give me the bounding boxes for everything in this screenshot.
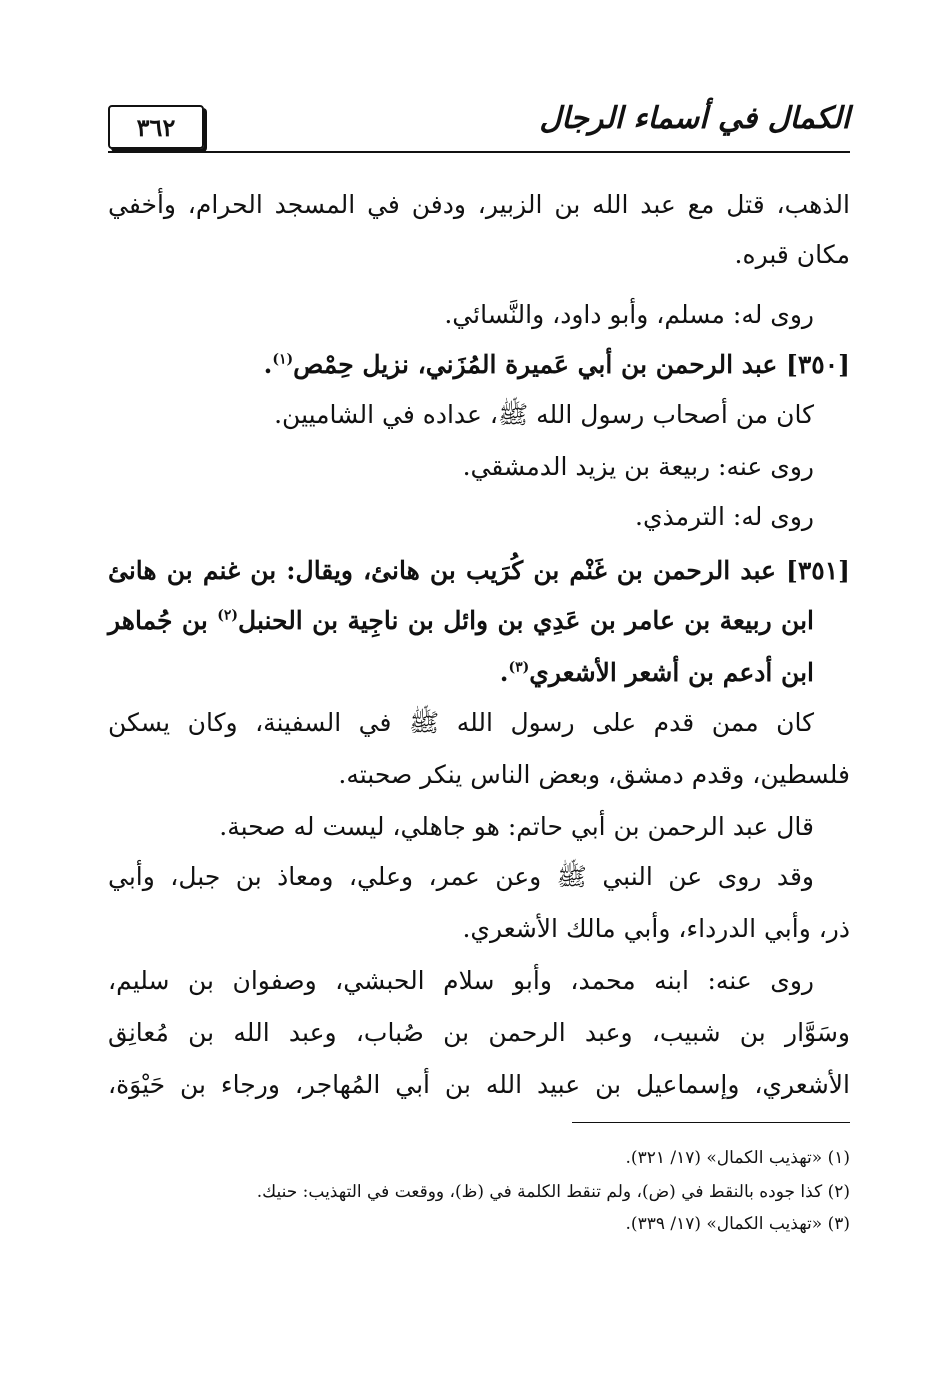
book-title: الكمال في أسماء الرجال: [539, 101, 850, 136]
entry-heading-351: [٣٥١] عبد الرحمن بن غَنْم بن كُرَيب بن هانئ، ويقال: بن غنم بن هانئ: [108, 556, 850, 585]
entry-heading-continued: [108, 596, 814, 646]
text-line: روى عنه: ربيعة بن يزيد الدمشقي.: [462, 452, 814, 481]
entry-heading-continued: ابن أدعم بن أشعر الأشعري$^{(٣)}$.: [499, 658, 814, 687]
text-line: فلسطين، وقدم دمشق، وبعض الناس ينكر صحبته.: [338, 760, 850, 789]
text-line: وقد روى عن النبي ﷺ وعن عمر، وعلي، ومعاذ بن جبل، وأبي: [108, 862, 814, 891]
text-line: ذر، وأبي الدرداء، وأبي مالك الأشعري.: [462, 914, 850, 943]
entry-heading-text: ابن أدعم بن أشعر الأشعري: [529, 658, 814, 687]
text-line: كان ممن قدم على رسول الله ﷺ في السفينة، وكان يسكن: [108, 708, 814, 737]
footnote-1: (١) «تهذيب الكمال» (١٧/ ٣٢١).: [625, 1148, 850, 1168]
footnote-marker: (٢): [217, 607, 239, 624]
footnote-3: (٣) «تهذيب الكمال» (١٧/ ٣٣٩).: [625, 1214, 850, 1234]
text-line: روى له: الترمذي.: [635, 502, 814, 531]
entry-heading-text: ابن ربيعة بن عامر بن عَدِي بن وائل بن ناجِية بن الحنبل: [238, 606, 814, 635]
footnote-separator: [572, 1122, 850, 1123]
text-line: الأشعري، وإسماعيل بن عبيد الله بن أبي المُهاجر، ورجاء بن حَيْوَة،: [108, 1070, 850, 1099]
text-line: كان من أصحاب رسول الله ﷺ، عداده في الشاميين.: [274, 400, 814, 429]
text-line: مكان قبره.: [734, 240, 850, 269]
text-line: روى عنه: ابنه محمد، وأبو سلام الحبشي، وصفوان بن سليم،: [108, 966, 814, 995]
footnote-marker: (١): [272, 351, 294, 368]
footnote-2: (٢) كذا جوده بالنقط في (ض)، ولم تنقط الكلمة في (ظ)، ووقعت في التهذيب: حنيك.: [256, 1182, 850, 1202]
page-number: ٣٦٢: [136, 112, 176, 142]
page-header: [108, 95, 850, 155]
entry-heading-350: [٣٥٠] عبد الرحمن بن أبي عَميرة المُزَني، نزيل حِمْص$^{(١)}$.: [263, 350, 850, 379]
text-line: روى له: مسلم، وأبو داود، والنَّسائي.: [444, 300, 814, 329]
footnote-marker: (٣): [508, 659, 530, 676]
page-number-box: [108, 105, 204, 149]
text-line: الذهب، قتل مع عبد الله بن الزبير، ودفن في المسجد الحرام، وأخفي: [108, 190, 850, 219]
text-line: وسَوَّار بن شبيب، وعبد الرحمن بن صُباب، وعبد الله بن مُعانِق: [108, 1018, 850, 1047]
entry-heading-text: بن جُماهر: [108, 606, 208, 635]
header-rule: [108, 151, 850, 153]
entry-heading-text: [٣٥٠] عبد الرحمن بن أبي عَميرة المُزَني، نزيل حِمْص: [293, 350, 850, 379]
text-line: قال عبد الرحمن بن أبي حاتم: هو جاهلي، ليست له صحبة.: [219, 812, 814, 841]
